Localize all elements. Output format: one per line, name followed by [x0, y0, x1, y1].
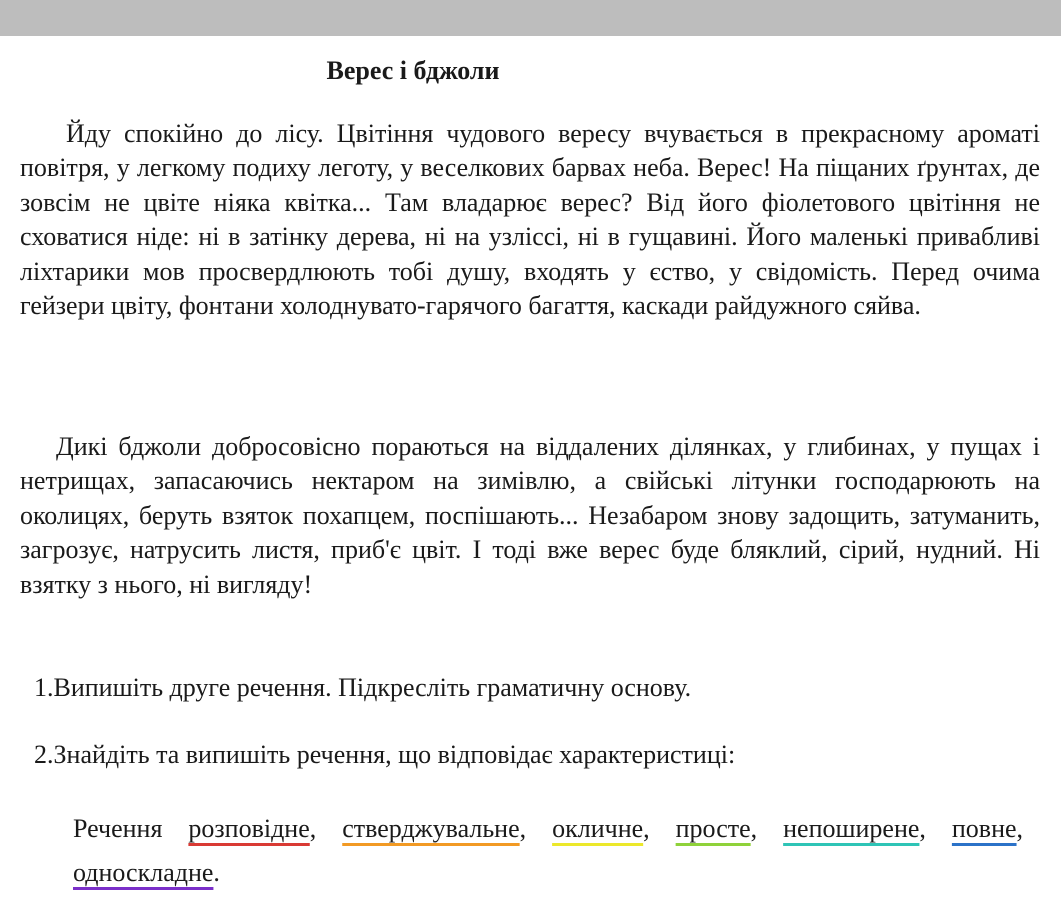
paragraph-1: Йду спокійно до лісу. Цвітіння чудового вересу вчувається в прекрасному ароматі повітря, у легкому подиху леготу, у веселкових барвах неба. Верес! На піщаних ґрунтах, де зовсім не цвіте ніяка квітка... Там владарює верес? Від його фіолетового цвітіння не сховатися ніде: ні в затінку дерева, ні на узліссі, ні в гущавині. Його маленькі привабливі ліхтарики мов просвердлюють тобі душу, входять у єство, у свідомість. Перед очима гейзери цвіту, фонтани холоднувато-гарячого багаття, каскади райдужного сяйва. — [20, 119, 1040, 321]
feature-oklychne: окличне — [552, 814, 644, 843]
paragraph-2: Дикі бджоли добросовісно пораються на віддалених ділянках, у глибинах, у пущах і нетрищах, запасаючись нектаром на зимівлю, а свійські літунки господарюють на околицях, беруть взяток похапцем, поспішають... Незабаром знову задощить, затуманить, загрозує, натрусить листя, приб'є цвіт. І тоді вже верес буде бляклий, сірий, нудний. Ні взятку з нього, ні вигляду! — [20, 432, 1040, 599]
feature-separator: , — [519, 814, 527, 843]
feature-separator: , — [643, 814, 650, 843]
feature-neposhyrene: непоширене — [783, 814, 920, 843]
characteristic-prefix: Речення — [73, 814, 163, 843]
task-2: 2.Знайдіть та випишіть речення, що відповідає характеристиці: — [34, 740, 736, 769]
feature-povne: повне — [951, 814, 1017, 843]
top-bar — [0, 0, 1061, 36]
feature-separator: , — [919, 814, 926, 843]
feature-separator: , — [750, 814, 758, 843]
characteristic-line — [73, 807, 1023, 895]
task-1: 1.Випишіть друге речення. Підкресліть граматичну основу. — [34, 673, 692, 702]
feature-rozpovidne: розповідне — [188, 814, 310, 843]
document-title: Верес і бджоли — [326, 56, 500, 85]
feature-separator: , — [1016, 814, 1024, 843]
feature-odnoskladne: односкладне — [73, 858, 214, 887]
feature-separator: , — [309, 814, 317, 843]
feature-stverdzhuvalne: стверджувальне — [342, 814, 520, 843]
feature-separator: . — [213, 858, 220, 887]
feature-proste: просте — [675, 814, 751, 843]
